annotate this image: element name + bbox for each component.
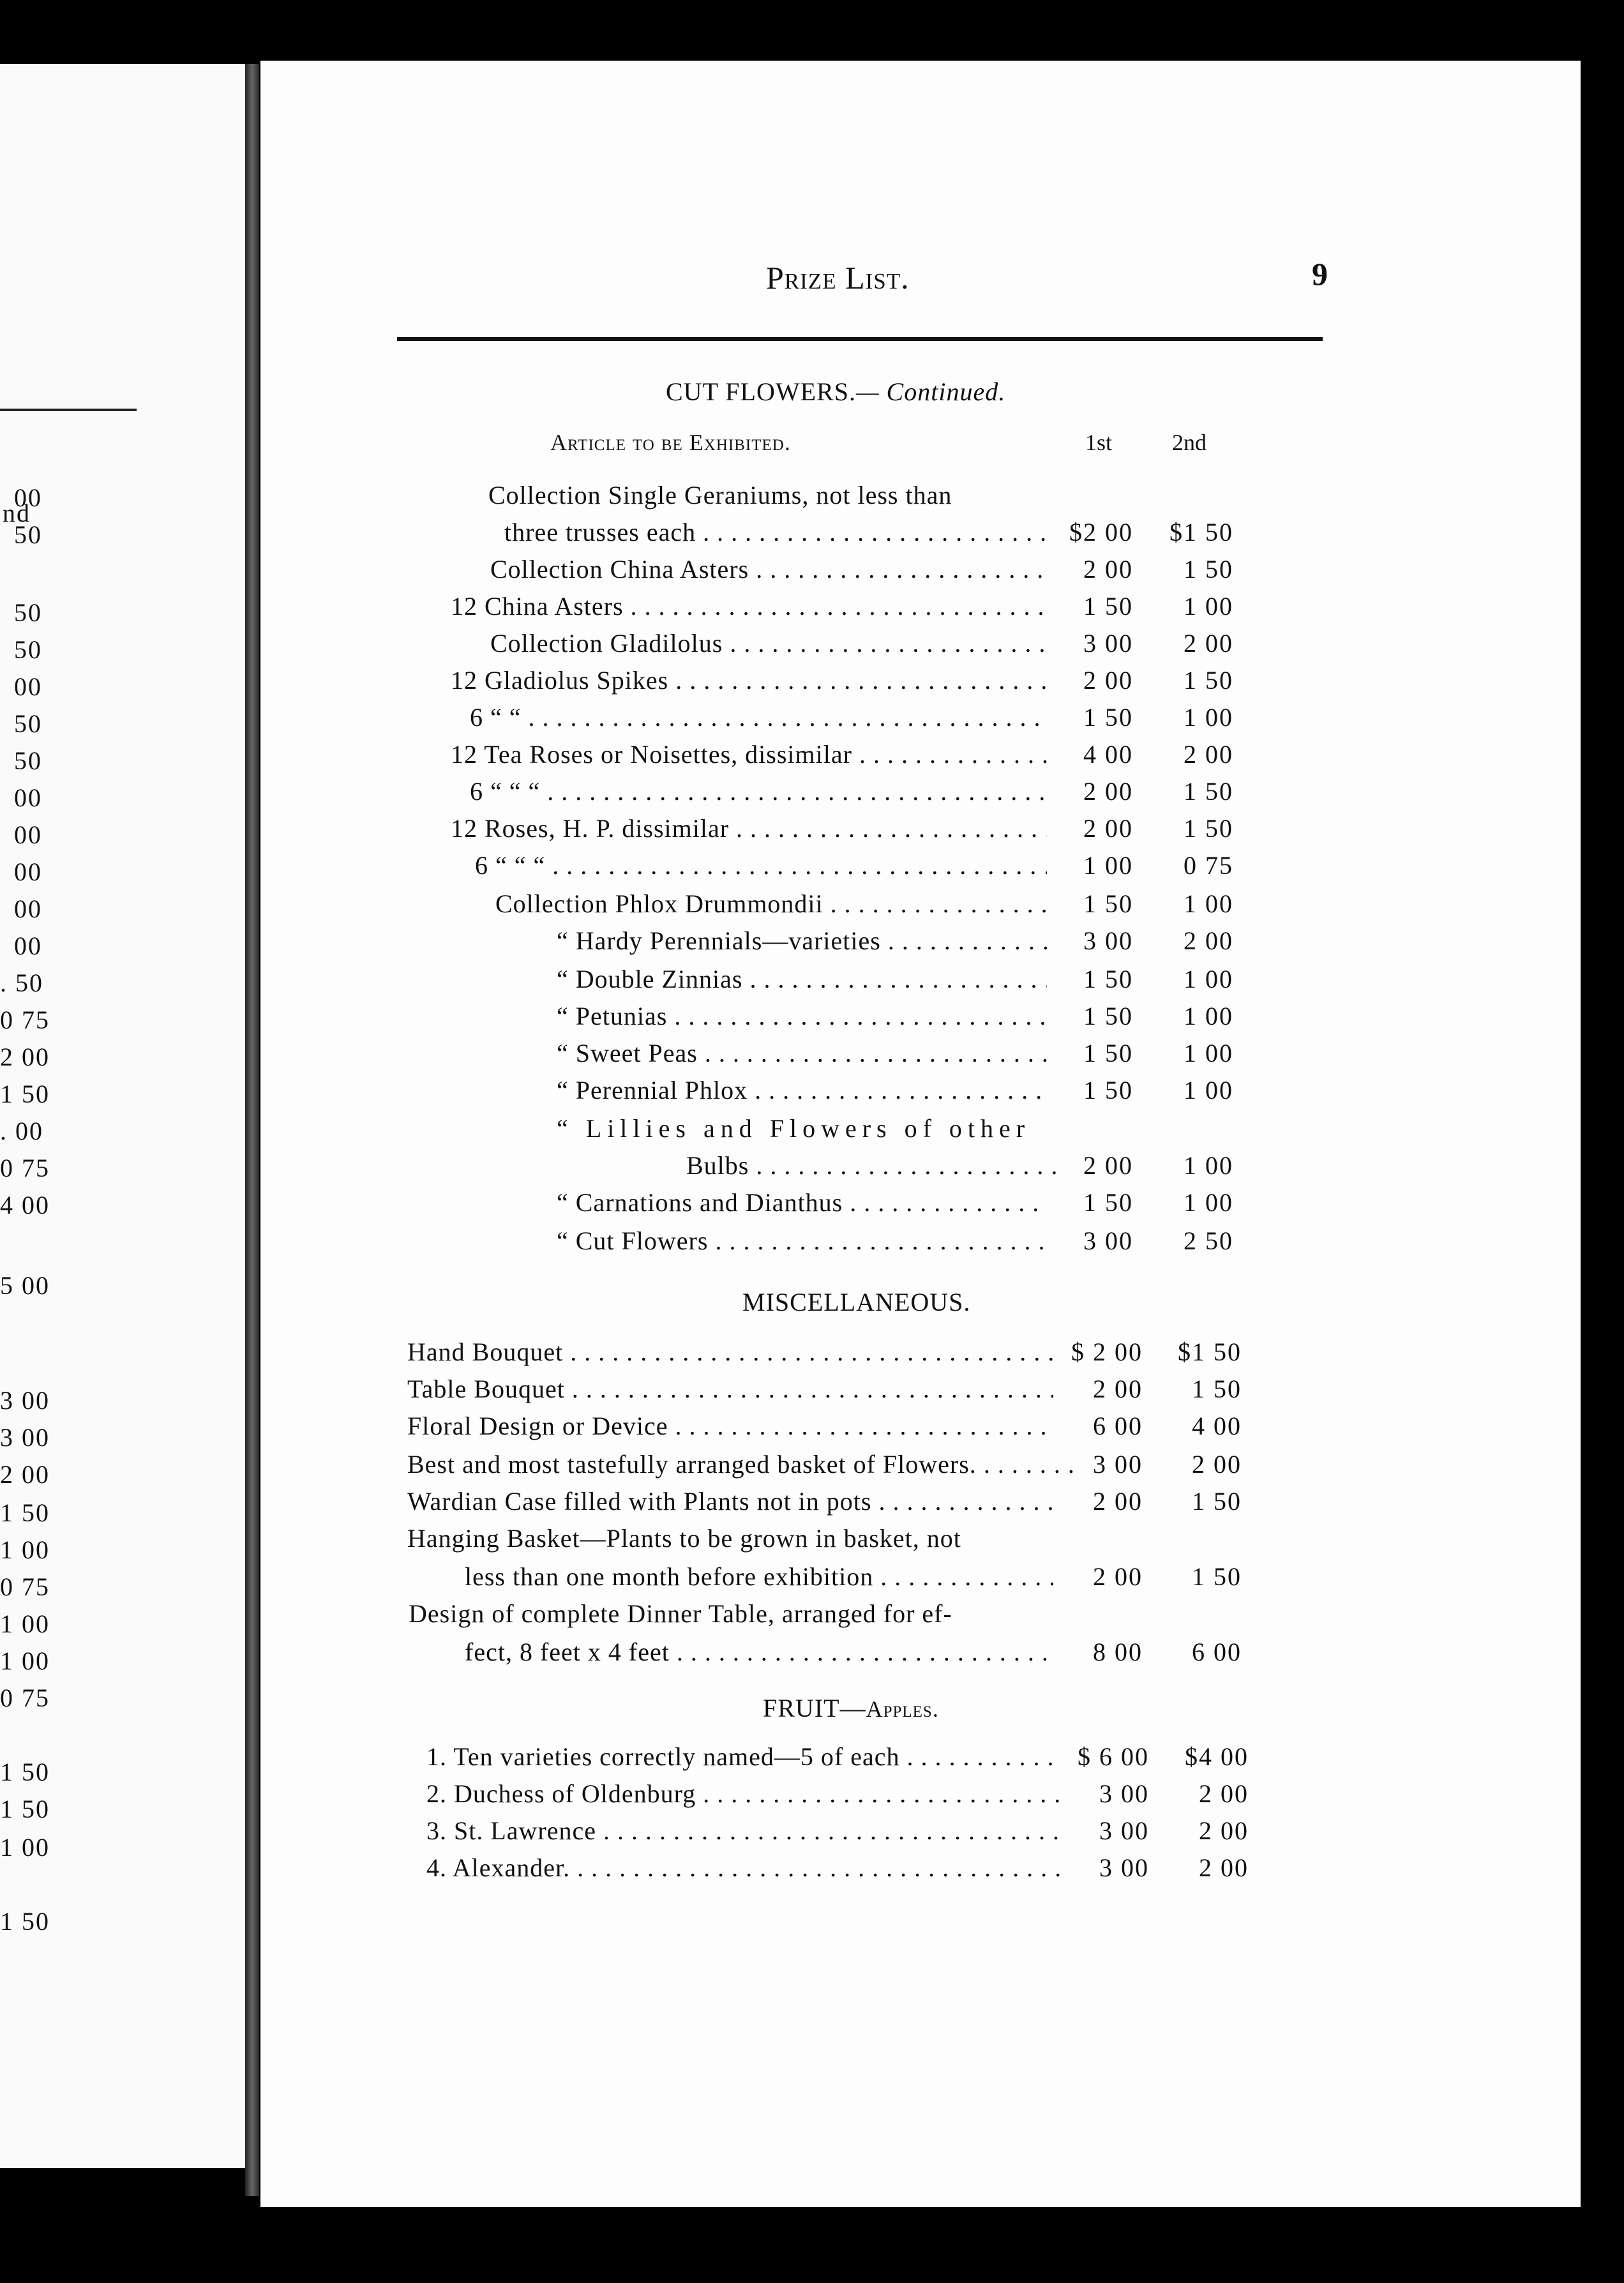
first-prize-value: 2 00 (1093, 1562, 1143, 1591)
running-title: Prize List. (766, 260, 910, 296)
table-row (0, 813, 1624, 849)
row-description: 12 Roses, H. P. dissimilar . . . (451, 813, 1047, 843)
second-prize-value: 2 50 (1184, 1226, 1233, 1255)
table-row (0, 702, 1624, 738)
table-row (0, 1562, 1624, 1597)
first-prize-value: 1 50 (1083, 889, 1133, 918)
table-row (0, 926, 1624, 961)
row-description: Collection Phlox Drummondii . . . (495, 889, 1047, 919)
row-description: 12 Gladiolus Spikes . . . (451, 665, 1047, 695)
first-prize-value: 3 00 (1083, 926, 1133, 955)
second-prize-value: 1 00 (1184, 965, 1233, 993)
left-page-value: . 50 (0, 968, 43, 997)
left-page-value: 1 50 (0, 1498, 50, 1527)
first-prize-value: 3 00 (1083, 1226, 1133, 1255)
row-description: “ Lillies and Flowers of other (557, 1114, 1031, 1143)
left-page-rule (0, 409, 137, 411)
row-description: 6 “ “ . . . (470, 702, 1047, 732)
left-page-value: 00 (14, 931, 42, 960)
second-prize-value: 1 50 (1184, 814, 1233, 843)
first-prize-value: 1 00 (1083, 851, 1133, 880)
column-header-article: Article to be Exhibited. (550, 430, 791, 455)
first-prize-value: 1 50 (1083, 592, 1133, 621)
first-prize-value: 2 00 (1083, 1151, 1133, 1180)
second-prize-value: 1 50 (1184, 666, 1233, 695)
second-prize-value: 1 50 (1192, 1375, 1242, 1403)
first-prize-value: 1 50 (1083, 1076, 1133, 1104)
row-description: fect, 8 feet x 4 feet . . . (465, 1637, 1053, 1667)
miscellaneous-heading: MISCELLANEOUS. (742, 1288, 971, 1316)
table-row (0, 1226, 1624, 1262)
table-row (0, 591, 1624, 627)
header-rule (397, 337, 1323, 341)
table-row (0, 665, 1624, 701)
first-prize-value: 3 00 (1083, 629, 1133, 658)
row-description: 12 Tea Roses or Noisettes, dissimilar . . . (451, 739, 1047, 769)
left-page-value: 50 (14, 635, 42, 664)
row-description: 12 China Asters . . . (451, 591, 1047, 621)
table-row (0, 1816, 1624, 1851)
row-description: 1. Ten varieties correctly named—5 of each . . . (426, 1742, 1061, 1772)
left-page-value: 0 75 (0, 1154, 50, 1182)
page-number: 9 (1312, 256, 1328, 292)
table-row (0, 964, 1624, 1000)
table-row (0, 1853, 1624, 1888)
first-prize-value: 2 00 (1083, 777, 1133, 806)
first-prize-value: 2 00 (1093, 1487, 1143, 1516)
second-prize-value: 1 50 (1192, 1562, 1242, 1591)
row-description: “ Sweet Peas . . . (557, 1038, 1047, 1068)
first-prize-value: 2 00 (1093, 1375, 1143, 1403)
second-prize-value: 2 00 (1199, 1853, 1249, 1882)
left-page-value: 2 00 (0, 1460, 50, 1489)
table-row (0, 1075, 1624, 1111)
second-prize-value: 2 00 (1184, 740, 1233, 769)
second-prize-value: $4 00 (1185, 1742, 1249, 1771)
first-prize-value: 1 50 (1083, 1039, 1133, 1067)
row-description: Wardian Case filled with Plants not in pots . . . (407, 1486, 1053, 1516)
first-prize-value: 1 50 (1083, 1002, 1133, 1030)
first-prize-value: 1 50 (1083, 703, 1133, 732)
row-description: “ Perennial Phlox . . . (557, 1075, 1047, 1105)
row-description: “ Hardy Perennials—varieties . . . (557, 926, 1047, 956)
left-page-value: 50 (14, 520, 42, 549)
table-row (0, 889, 1624, 924)
left-page-value: 5 00 (0, 1271, 50, 1300)
second-prize-value: 1 00 (1184, 1188, 1233, 1217)
left-page-value: 1 50 (0, 1080, 50, 1108)
column-header-second: 2nd (1172, 430, 1207, 455)
left-page-value: 1 00 (0, 1535, 50, 1564)
row-description: Hanging Basket—Plants to be grown in basket, not (407, 1524, 961, 1553)
second-prize-value: 2 00 (1184, 629, 1233, 658)
table-row (0, 1779, 1624, 1814)
row-description: Floral Design or Device . . . (407, 1411, 1053, 1441)
second-prize-value: 2 00 (1184, 926, 1233, 955)
second-prize-value: 1 00 (1184, 1002, 1233, 1030)
left-page-value: 3 00 (0, 1423, 50, 1452)
row-description: less than one month before exhibition . . . (465, 1562, 1053, 1592)
table-row (0, 1038, 1624, 1074)
first-prize-value: $2 00 (1069, 518, 1133, 546)
first-prize-value: $ 2 00 (1071, 1337, 1143, 1366)
second-prize-value: 2 00 (1199, 1816, 1249, 1845)
second-prize-value: 1 00 (1184, 889, 1233, 918)
second-prize-value: 1 50 (1192, 1487, 1242, 1516)
second-prize-value: 1 00 (1184, 703, 1233, 732)
row-description: Hand Bouquet . . . (407, 1337, 1053, 1367)
second-prize-value: 2 00 (1192, 1450, 1242, 1479)
second-prize-value: $1 50 (1178, 1337, 1242, 1366)
table-row (0, 1113, 1624, 1149)
second-prize-value: 6 00 (1192, 1638, 1242, 1666)
table-row (0, 1599, 1624, 1634)
table-row (0, 1411, 1624, 1447)
row-description: “ Carnations and Dianthus . . . (557, 1187, 1047, 1217)
row-description: Best and most tastefully arranged basket of Flowers. . . . (407, 1449, 1079, 1479)
left-page-value: . 00 (0, 1117, 43, 1145)
left-page-value: 00 (14, 894, 42, 923)
first-prize-value: 3 00 (1099, 1853, 1149, 1882)
left-page-value: 00 (14, 483, 42, 512)
row-description: “ Petunias . . . (557, 1001, 1047, 1031)
row-description: “ Cut Flowers . . . (557, 1226, 1047, 1256)
second-prize-value: 1 00 (1184, 1039, 1233, 1067)
table-row (0, 850, 1624, 886)
table-row (0, 1150, 1624, 1186)
row-description: Collection China Asters . . . (490, 554, 1047, 584)
row-description: 2. Duchess of Oldenburg . . . (426, 1779, 1061, 1809)
left-page-value: 1 00 (0, 1833, 50, 1862)
left-page-value: 1 00 (0, 1609, 50, 1638)
second-prize-value: 4 00 (1192, 1412, 1242, 1440)
table-row (0, 554, 1624, 590)
row-description: 4. Alexander. . . . (426, 1853, 1061, 1883)
first-prize-value: 8 00 (1093, 1638, 1143, 1666)
second-prize-value: 1 00 (1184, 1151, 1233, 1180)
table-row (0, 739, 1624, 775)
left-page-value: 50 (14, 598, 42, 627)
left-page-value: 1 50 (0, 1758, 50, 1786)
second-prize-value: 2 00 (1199, 1779, 1249, 1808)
left-page-value: 00 (14, 672, 42, 701)
table-row (0, 628, 1624, 664)
first-prize-value: 3 00 (1099, 1779, 1149, 1808)
row-description: Design of complete Dinner Table, arranged for ef- (409, 1599, 952, 1628)
left-page-value: 00 (14, 857, 42, 886)
table-row (0, 1001, 1624, 1037)
row-description: Collection Single Geraniums, not less than (488, 481, 952, 509)
left-page-value: 2 00 (0, 1043, 50, 1071)
first-prize-value: 2 00 (1083, 814, 1133, 843)
left-page-value: 00 (14, 820, 42, 849)
table-row (0, 480, 1624, 516)
second-prize-value: 0 75 (1184, 851, 1233, 880)
table-row (0, 1449, 1624, 1485)
row-description: Bulbs . . . (686, 1150, 1060, 1180)
left-page-value: 1 00 (0, 1646, 50, 1675)
left-page-value: 1 50 (0, 1907, 50, 1936)
second-prize-value: 1 00 (1184, 1076, 1233, 1104)
left-header-fragment: nd (3, 499, 31, 527)
first-prize-value: $ 6 00 (1078, 1742, 1149, 1771)
first-prize-value: 3 00 (1099, 1816, 1149, 1845)
table-row (0, 1742, 1624, 1777)
row-description: Collection Gladilolus . . . (490, 628, 1047, 658)
table-row (0, 1523, 1624, 1559)
left-page-value: 0 75 (0, 1006, 50, 1034)
column-header-first: 1st (1085, 430, 1113, 455)
first-prize-value: 4 00 (1083, 740, 1133, 769)
second-prize-value: 1 50 (1184, 777, 1233, 806)
left-page-value: 0 75 (0, 1684, 50, 1712)
first-prize-value: 3 00 (1093, 1450, 1143, 1479)
row-description: 3. St. Lawrence . . . (426, 1816, 1061, 1846)
left-page-value: 0 75 (0, 1572, 50, 1601)
first-prize-value: 6 00 (1093, 1412, 1143, 1440)
second-prize-value: 1 50 (1184, 555, 1233, 584)
left-page-value: 00 (14, 783, 42, 812)
left-page-value: 1 50 (0, 1795, 50, 1823)
left-page-value: 3 00 (0, 1386, 50, 1415)
row-description: 6 “ “ “ . . . (475, 850, 1047, 880)
table-row (0, 1486, 1624, 1522)
table-row (0, 517, 1624, 553)
cut-flowers-heading: CUT FLOWERS.— Continued. (666, 377, 1006, 406)
second-prize-value: $1 50 (1169, 518, 1233, 546)
row-description: Table Bouquet . . . (407, 1374, 1053, 1404)
table-row (0, 1187, 1624, 1223)
row-description: 6 “ “ “ . . . (470, 776, 1047, 806)
table-row (0, 1337, 1624, 1373)
left-page-value: 50 (14, 709, 42, 738)
first-prize-value: 1 50 (1083, 965, 1133, 993)
row-description: three trusses each . . . (504, 517, 1047, 547)
table-row (0, 1637, 1624, 1673)
first-prize-value: 1 50 (1083, 1188, 1133, 1217)
fruit-heading: FRUIT—Apples. (763, 1694, 939, 1722)
second-prize-value: 1 00 (1184, 592, 1233, 621)
first-prize-value: 2 00 (1083, 555, 1133, 584)
first-prize-value: 2 00 (1083, 666, 1133, 695)
left-page-value: 50 (14, 746, 42, 775)
table-row (0, 1374, 1624, 1410)
left-page-value: 4 00 (0, 1191, 50, 1219)
table-row (0, 776, 1624, 812)
row-description: “ Double Zinnias . . . (557, 964, 1047, 994)
